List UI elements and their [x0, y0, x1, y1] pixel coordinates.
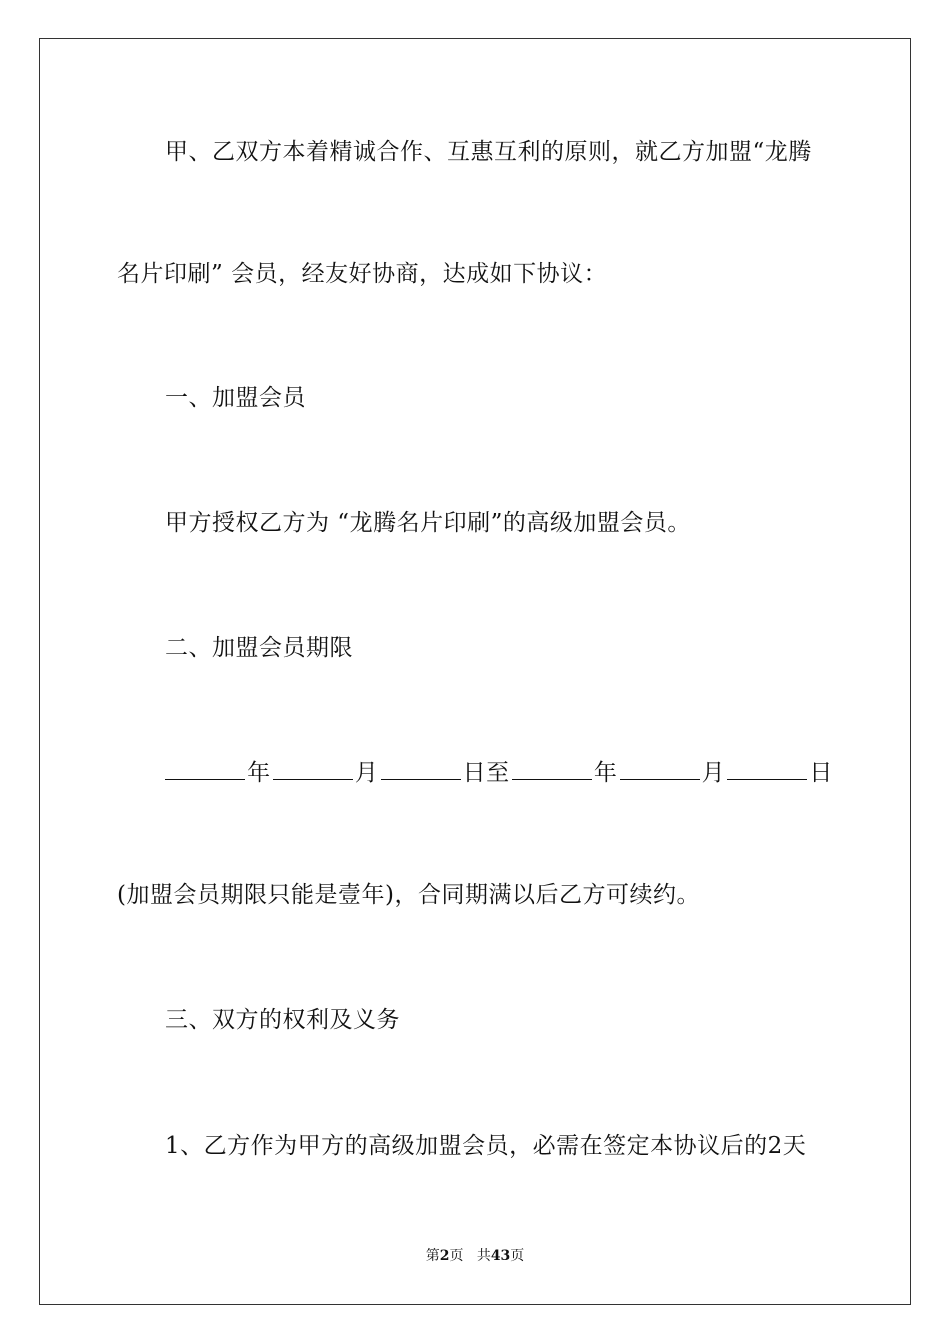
date-unit: 日至 [462, 760, 510, 786]
date-unit: 日 [809, 760, 833, 786]
footer-page-number: 2 [439, 1248, 450, 1264]
footer-page-suffix: 页 [449, 1248, 464, 1264]
section-heading-1: 一、加盟会员 [165, 385, 306, 411]
date-unit: 年 [247, 760, 271, 786]
date-unit: 月 [354, 760, 379, 786]
date-unit: 年 [593, 760, 618, 786]
blank-end-month[interactable] [620, 757, 700, 780]
blank-end-year[interactable] [512, 757, 592, 780]
blank-start-month[interactable] [273, 757, 353, 780]
section-heading-3: 三、双方的权利及义务 [165, 1007, 400, 1033]
page-footer [0, 1246, 950, 1266]
blank-end-day[interactable] [727, 757, 807, 780]
paragraph-membership: 甲方授权乙方为 “龙腾名片印刷”的高级加盟会员。 [165, 510, 691, 536]
section-heading-2: 二、加盟会员期限 [165, 635, 353, 661]
footer-total-pages: 43 [490, 1248, 511, 1264]
footer-total-suffix: 页 [510, 1248, 525, 1264]
blank-start-day[interactable] [381, 757, 461, 780]
paragraph-intro-line1: 甲、乙双方本着精诚合作、互惠互利的原则，就乙方加盟“龙腾 [165, 139, 812, 165]
page-frame [39, 38, 911, 1305]
date-unit: 月 [701, 760, 726, 786]
blank-start-year[interactable] [165, 757, 245, 780]
paragraph-term-note: (加盟会员期限只能是壹年)，合同期满以后乙方可续约。 [117, 882, 700, 908]
footer-page-prefix: 第 [425, 1248, 440, 1264]
membership-date-range [165, 757, 833, 788]
paragraph-obligation-1: 1、乙方作为甲方的高级加盟会员，必需在签定本协议后的2天 [165, 1133, 807, 1159]
paragraph-intro-line2: 名片印刷” 会员，经友好协商，达成如下协议： [117, 261, 608, 287]
footer-total-prefix: 共 [476, 1248, 491, 1264]
